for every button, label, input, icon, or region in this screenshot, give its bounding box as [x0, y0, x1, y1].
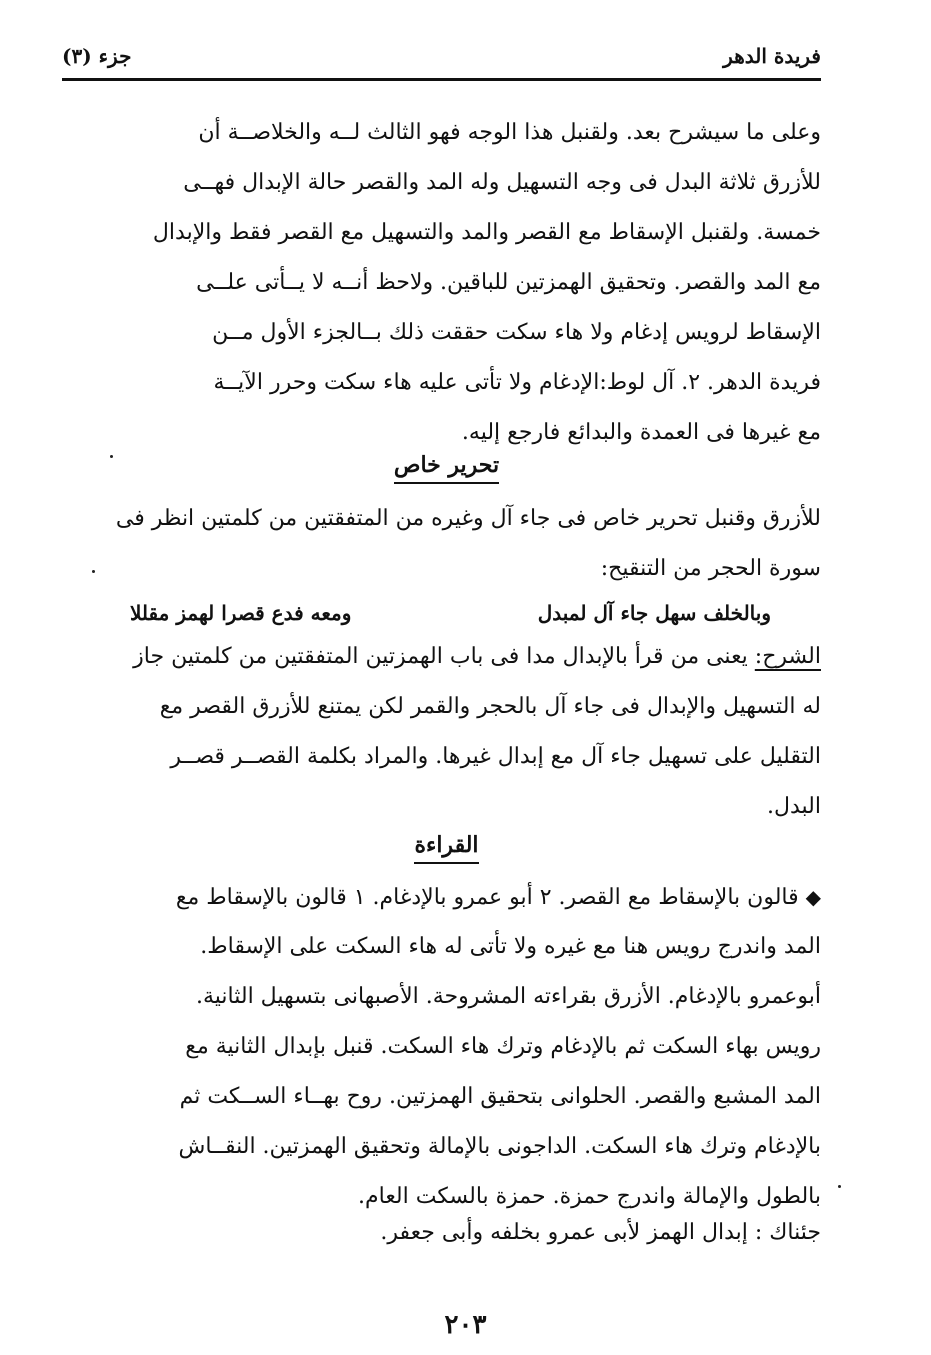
text-line: له التسهيل والإبدال فى جاء آل بالحجر والقمر لكن يمتنع للأزرق القصر مع [159, 694, 821, 719]
volume-number: جزء (٣) [62, 44, 132, 68]
heading-text: تحرير خاص [394, 452, 499, 484]
text-line: سورة الحجر من التنقيح: [600, 556, 821, 581]
book-title: فريدة الدهر [723, 44, 821, 68]
text-line: أبوعمرو بالإدغام. الأزرق بقراءته المشروحة. الأصبهانى بتسهيل الثانية. [195, 984, 821, 1009]
text-line: جئناك : إبدال الهمز لأبى عمرو بخلفه وأبى جعفر. [380, 1220, 821, 1245]
page-header [62, 40, 821, 81]
speck-mark [838, 1185, 841, 1188]
sharh-label: الشرح: [754, 644, 821, 669]
sharh-paragraph [72, 632, 821, 832]
text-line: وعلى ما سيشرح بعد. ولقنبل هذا الوجه فهو الثالث لــه والخلاصــة أن [198, 120, 821, 145]
reading-first-line: قالون بالإسقاط مع القصر. ٢ أبو عمرو بالإدغام. ١ قالون بالإسقاط مع [175, 885, 806, 910]
sharh-first-line: يعنى من قرأ بالإبدال مدا فى باب الهمزتين المتفقتين من كلمتين جاز [133, 644, 755, 669]
text-line: بالإدغام وترك هاء السكت. الداجونى بالإمالة وتحقيق الهمزتين. النقــاش [178, 1134, 821, 1159]
reading-paragraph [72, 872, 821, 1222]
text-line: المد المشبع والقصر. الحلوانى بتحقيق الهمزتين. روح بهــاء الســكت ثم [179, 1084, 821, 1109]
text-line: البدل. [767, 794, 821, 819]
last-note [72, 1208, 821, 1258]
section-heading-qiraah [72, 832, 821, 864]
heading-text: القراءة [414, 832, 478, 864]
text-line: مع المد والقصر. وتحقيق الهمزتين للباقين. ولاحظ أنــه لا يــأتى علــى [196, 270, 821, 295]
text-line: للأزرق وقنبل تحرير خاص فى جاء آل وغيره من المتفقتين من كلمتين انظر فى [115, 506, 821, 531]
text-line: فريدة الدهر. ٢. آل لوط:الإدغام ولا تأتى عليه هاء سكت وحرر الآيــة [213, 370, 821, 395]
speck-mark [110, 455, 113, 458]
section-heading-tahrir [72, 452, 821, 484]
page-number: ٢٠٣ [444, 1310, 487, 1340]
paragraph-2 [72, 494, 821, 594]
paragraph-1 [72, 108, 821, 458]
text-line [72, 872, 821, 922]
diamond-bullet-icon: ◆ [805, 885, 821, 909]
verse-second-hemistich: ومعه فدع قصرا لهمز مقللا [130, 601, 352, 625]
text-line: مع غيرها فى العمدة والبدائع فارجع إليه. [461, 420, 821, 445]
text-line: التقليل على تسهيل جاء آل مع إبدال غيرها. والمراد بكلمة القصــر قصــر [170, 744, 821, 769]
speck-mark [92, 570, 95, 573]
text-line: رويس بهاء السكت ثم بالإدغام وترك هاء السكت. قنبل بإبدال الثانية مع [185, 1034, 821, 1059]
verse-first-hemistich: وبالخلف سهل جاء آل لمبدل [537, 601, 771, 625]
text-line: بالطول والإمالة واندرج حمزة. حمزة بالسكت العام. [358, 1184, 821, 1209]
text-line: خمسة. ولقنبل الإسقاط مع القصر والمد والتسهيل مع القصر فقط والإبدال [152, 220, 821, 245]
text-line: للأزرق ثلاثة البدل فى وجه التسهيل وله المد والقصر حالة الإبدال فهــى [183, 170, 821, 195]
text-line: الإسقاط لرويس إدغام ولا هاء سكت حققت ذلك بــالجزء الأول مــن [212, 320, 821, 345]
text-line [72, 632, 821, 682]
text-line: المد واندرج رويس هنا مع غيره ولا تأتى له هاء السكت على الإسقاط. [200, 934, 821, 959]
